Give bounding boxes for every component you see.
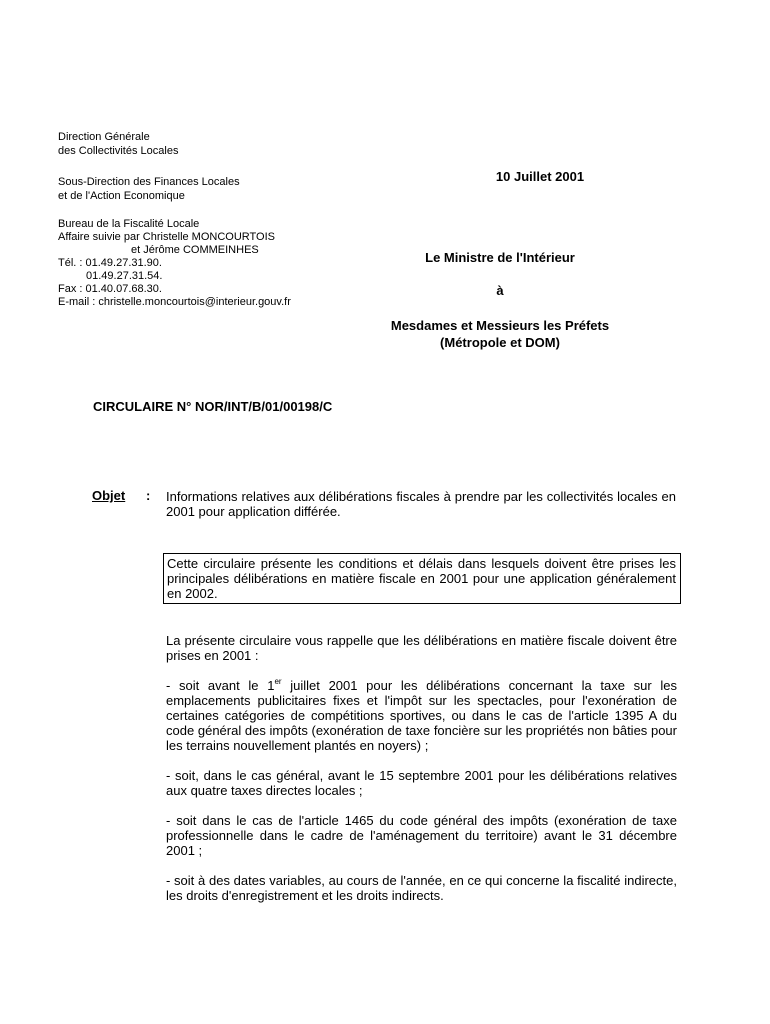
subdepartment-line: et de l'Action Economique <box>58 190 185 202</box>
deadline-item-4: - soit à des dates variables, au cours de l'année, en ce qui concerne la fiscalité indirecte, les droits d'enregistrement et les droits indirects. <box>166 873 677 903</box>
sender-contact <box>58 218 378 309</box>
to-word: à <box>496 283 504 298</box>
objet-colon: : <box>146 488 151 503</box>
recipient-line: Mesdames et Messieurs les Préfets <box>390 318 610 333</box>
fax-number: Fax : 01.40.07.68.30. <box>58 283 162 295</box>
recipient-block <box>340 317 660 351</box>
circulaire-reference: CIRCULAIRE N° NOR/INT/B/01/00198/C <box>93 399 333 414</box>
phone-number-second: 01.49.27.31.54. <box>86 270 163 282</box>
bureau-name: Bureau de la Fiscalité Locale <box>58 218 200 230</box>
subdepartment-line: Sous-Direction des Finances Locales <box>58 176 240 188</box>
case-handler-second: et Jérôme COMMEINHES <box>131 244 259 256</box>
recipient-line: (Métropole et DOM) <box>440 335 560 350</box>
sender-department <box>58 130 358 158</box>
department-line: des Collectivités Locales <box>58 145 179 157</box>
deadline-item-3: - soit dans le cas de l'article 1465 du code général des impôts (exonération de taxe professionnelle dans le cadre de l'aménagement du territoire) avant le 31 décembre 2001 ; <box>166 813 677 858</box>
letter-date: 10 Juillet 2001 <box>495 169 585 184</box>
sender-subdepartment <box>58 175 358 203</box>
intro-paragraph: La présente circulaire vous rappelle que les délibérations en matière fiscale doivent être prises en 2001 : <box>166 633 677 663</box>
deadline-item-2: - soit, dans le cas général, avant le 15 septembre 2001 pour les délibérations relatives aux quatre taxes directes locales ; <box>166 768 677 798</box>
department-line: Direction Générale <box>58 131 150 143</box>
objet-text: Informations relatives aux délibérations fiscales à prendre par les collectivités locales en 2001 pour application différée. <box>166 489 676 519</box>
email-address: E-mail : christelle.moncourtois@interieur.gouv.fr <box>58 296 291 308</box>
sender-minister: Le Ministre de l'Intérieur <box>425 250 575 265</box>
summary-box: Cette circulaire présente les conditions et délais dans lesquels doivent être prises les principales délibérations en matière fiscale en 2001 pour une application généralement en 2002. <box>163 553 681 604</box>
case-handler: Affaire suivie par Christelle MONCOURTOIS <box>58 231 276 243</box>
objet-label: Objet <box>92 488 126 503</box>
phone-number: Tél. : 01.49.27.31.90. <box>58 257 162 269</box>
circular-body <box>166 633 677 903</box>
deadline-item-1: - soit avant le 1er juillet 2001 pour les délibérations concernant la taxe sur les emplacements publicitaires fixes et l'impôt sur les spectacles, pour l'exonération de certaines catégories de compétitions sportives, ou dans le cas de l'article 1395 A du code général des impôts (exonération de taxe foncière sur les propriétés non bâties pour les terrains nouvellement plantés en noyers) ; <box>166 676 678 753</box>
